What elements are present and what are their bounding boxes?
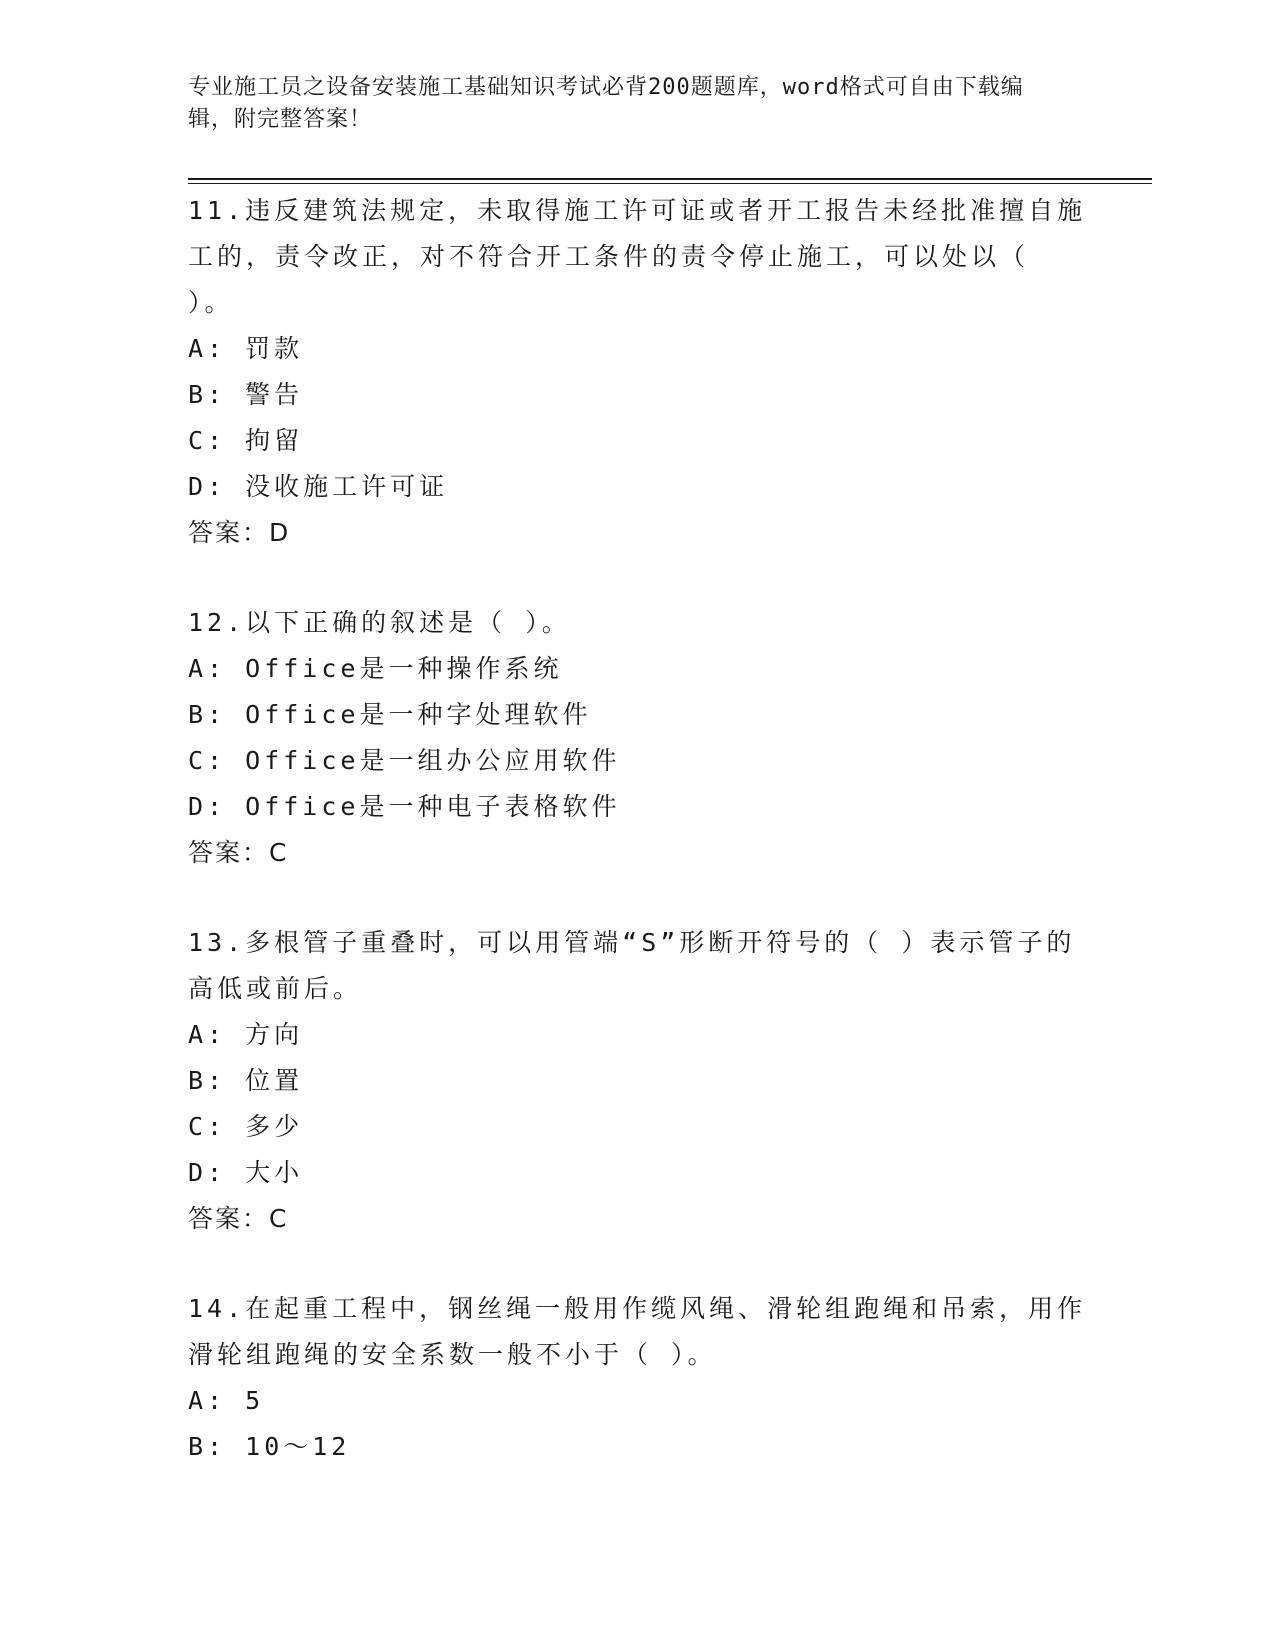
document-header: 专业施工员之设备安装施工基础知识考试必背200题题库，word格式可自由下载编辑，附完整答案！ (188, 75, 1024, 132)
option-b: B: Office是一种字处理软件 (188, 700, 592, 729)
option-a: A: Office是一种操作系统 (188, 654, 563, 683)
question-stem: 12.以下正确的叙述是（ ）。 (188, 608, 571, 637)
option-a: A: 5 (188, 1386, 265, 1415)
option-b: B: 警告 (188, 380, 304, 409)
question-stem: 11.违反建筑法规定，未取得施工许可证或者开工报告未经批准擅自施工的，责令改正，对不符合开工条件的责令停止施工，可以处以（ ）。 (188, 196, 1087, 317)
option-d: D: Office是一种电子表格软件 (188, 792, 621, 821)
option-c: C: 拘留 (188, 426, 304, 455)
question-13 (188, 920, 1088, 1242)
question-stem: 14.在起重工程中，钢丝绳一般用作缆风绳、滑轮组跑绳和吊索，用作滑轮组跑绳的安全系数一般不小于（ ）。 (188, 1294, 1087, 1369)
question-11 (188, 188, 1088, 556)
header-divider-thin (188, 183, 1152, 184)
answer: 答案：C (188, 838, 289, 867)
answer: 答案：C (188, 1204, 289, 1233)
option-b: B: 位置 (188, 1066, 304, 1095)
option-d: D: 没收施工许可证 (188, 472, 449, 501)
question-12 (188, 600, 1088, 876)
answer: 答案：D (188, 518, 291, 547)
question-stem: 13.多根管子重叠时，可以用管端“S”形断开符号的（ ）表示管子的高低或前后。 (188, 928, 1076, 1003)
question-14 (188, 1286, 1088, 1470)
option-c: C: 多少 (188, 1112, 304, 1141)
option-a: A: 罚款 (188, 334, 304, 363)
option-d: D: 大小 (188, 1158, 304, 1187)
option-b: B: 10～12 (188, 1432, 351, 1461)
option-a: A: 方向 (188, 1020, 304, 1049)
header-divider-thick (188, 178, 1152, 180)
option-c: C: Office是一组办公应用软件 (188, 746, 621, 775)
